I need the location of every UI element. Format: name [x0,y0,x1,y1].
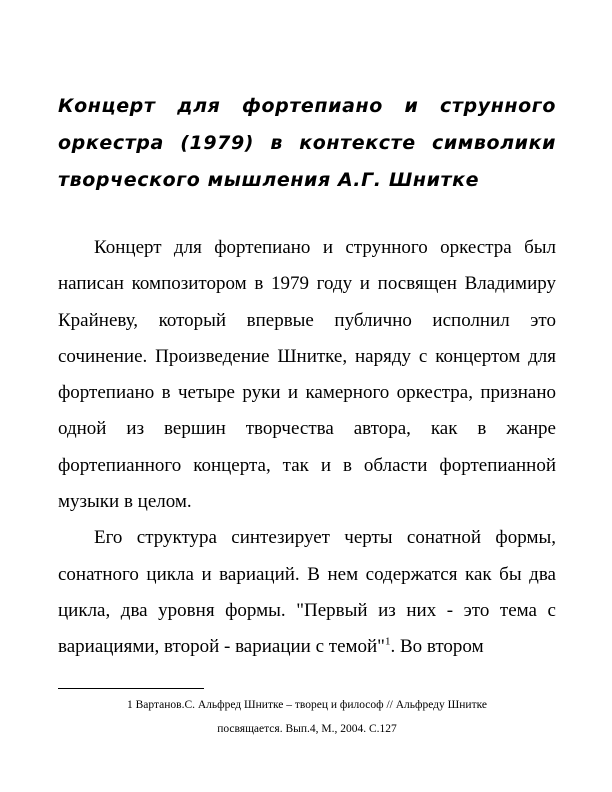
footnote-number: 1 [126,699,133,711]
paragraph-2-continuation: . Во втором [390,636,484,658]
footnote-citation: Вартанов.С. Альфред Шнитке – творец и философ // Альфреду Шнитке [135,699,488,711]
document-title: Концерт для фортепиано и струнного оркестра (1979) в контексте символики творческого мышления А.Г. Шнитке [58,95,556,191]
paragraph-2 [58,520,556,665]
footnote-line-1 [58,693,556,717]
footnote-reference[interactable]: 1 [384,635,391,648]
paragraph-1: Концерт для фортепиано и струнного оркестра был написан композитором в 1979 году и посвящен Владимиру Крайневу, который впервые публично исполнил это сочинение. Произведение Шнитке, наряду с концертом для фортепиано в четыре руки и камерного оркестра, признано одной из вершин творчества автора, как в жанре фортепианного концерта, так и в области фортепианной музыки в целом. [58,237,556,513]
paragraph-2-text: Его структура синтезирует черты сонатной формы, сонатного цикла и вариаций. В нем содержатся как бы два цикла, два уровня формы. "Первый из них - это тема с вариациями, второй - вариации с темой" [58,527,556,658]
footnote-line-2: посвящается. Вып.4, М., 2004. С.127 [217,723,397,735]
footnote-separator [58,688,204,689]
document-body [58,230,556,666]
footnote [58,693,556,741]
